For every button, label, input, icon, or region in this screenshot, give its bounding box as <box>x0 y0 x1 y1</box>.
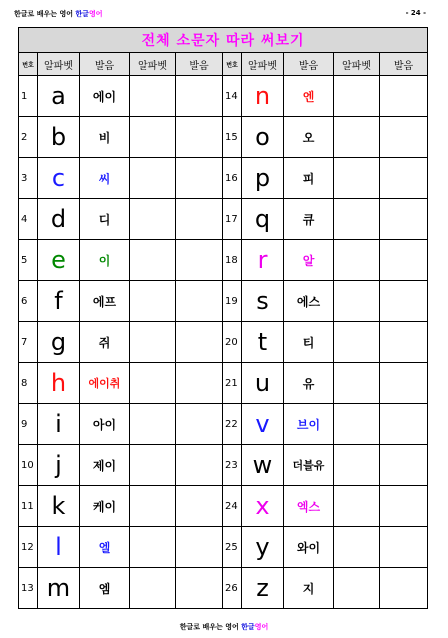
alphabet-letter: x <box>242 486 284 527</box>
alphabet-practice-cell[interactable] <box>130 404 176 445</box>
pronunciation: 이 <box>80 240 130 281</box>
row-number: 8 <box>19 363 38 404</box>
pronunciation: 케이 <box>80 486 130 527</box>
pronunciation: 아이 <box>80 404 130 445</box>
pronunciation-practice-cell[interactable] <box>176 199 223 240</box>
pronunciation: 오 <box>284 117 334 158</box>
alphabet-letter: y <box>242 527 284 568</box>
alphabet-letter: z <box>242 568 284 609</box>
table-row <box>19 404 428 445</box>
pronunciation-practice-cell[interactable] <box>380 486 428 527</box>
pronunciation: 알 <box>284 240 334 281</box>
alphabet-practice-cell[interactable] <box>334 281 380 322</box>
header-brand-a: 한글 <box>75 10 89 18</box>
pronunciation: 디 <box>80 199 130 240</box>
alphabet-practice-cell[interactable] <box>334 568 380 609</box>
pronunciation: 엠 <box>80 568 130 609</box>
row-number: 13 <box>19 568 38 609</box>
footer-text: 한글로 배우는 영어 <box>179 623 239 631</box>
header-text: 한글로 배우는 영어 <box>14 10 73 18</box>
pronunciation: 에이 <box>80 76 130 117</box>
table-row <box>19 199 428 240</box>
alphabet-letter: s <box>242 281 284 322</box>
col-header-number: 번호 <box>19 53 38 76</box>
row-number: 18 <box>223 240 242 281</box>
col-header-number: 번호 <box>223 53 242 76</box>
row-number: 19 <box>223 281 242 322</box>
row-number: 22 <box>223 404 242 445</box>
alphabet-letter: t <box>242 322 284 363</box>
pronunciation-practice-cell[interactable] <box>380 281 428 322</box>
pronunciation-practice-cell[interactable] <box>380 76 428 117</box>
pronunciation: 지 <box>284 568 334 609</box>
alphabet-practice-cell[interactable] <box>130 158 176 199</box>
header-brand-b: 영어 <box>88 10 103 18</box>
pronunciation: 쥐 <box>80 322 130 363</box>
pronunciation: 브이 <box>284 404 334 445</box>
pronunciation-practice-cell[interactable] <box>176 76 223 117</box>
row-number: 4 <box>19 199 38 240</box>
pronunciation: 에프 <box>80 281 130 322</box>
pronunciation: 제이 <box>80 445 130 486</box>
col-header-pronunciation: 발음 <box>284 53 334 76</box>
table-row <box>19 158 428 199</box>
pronunciation-practice-cell[interactable] <box>176 527 223 568</box>
pronunciation-practice-cell[interactable] <box>176 568 223 609</box>
row-number: 1 <box>19 76 38 117</box>
alphabet-practice-cell[interactable] <box>334 527 380 568</box>
pronunciation-practice-cell[interactable] <box>380 117 428 158</box>
worksheet-title: 전체 소문자 따라 써보기 <box>19 28 428 53</box>
row-number: 17 <box>223 199 242 240</box>
alphabet-practice-cell[interactable] <box>334 199 380 240</box>
table-row <box>19 281 428 322</box>
pronunciation-practice-cell[interactable] <box>380 199 428 240</box>
col-header-pronunciation-practice: 발음 <box>380 53 428 76</box>
row-number: 5 <box>19 240 38 281</box>
row-number: 20 <box>223 322 242 363</box>
pronunciation-practice-cell[interactable] <box>176 363 223 404</box>
alphabet-practice-cell[interactable] <box>130 486 176 527</box>
col-header-alphabet: 알파벳 <box>242 53 284 76</box>
alphabet-letter: r <box>242 240 284 281</box>
alphabet-practice-cell[interactable] <box>130 527 176 568</box>
row-number: 7 <box>19 322 38 363</box>
pronunciation-practice-cell[interactable] <box>176 486 223 527</box>
row-number: 3 <box>19 158 38 199</box>
pronunciation-practice-cell[interactable] <box>380 404 428 445</box>
alphabet-practice-cell[interactable] <box>334 486 380 527</box>
pronunciation-practice-cell[interactable] <box>380 445 428 486</box>
alphabet-practice-cell[interactable] <box>130 240 176 281</box>
alphabet-practice-cell[interactable] <box>334 363 380 404</box>
row-number: 9 <box>19 404 38 445</box>
alphabet-letter: v <box>242 404 284 445</box>
pronunciation-practice-cell[interactable] <box>380 240 428 281</box>
pronunciation: 큐 <box>284 199 334 240</box>
alphabet-letter: a <box>38 76 80 117</box>
alphabet-practice-cell[interactable] <box>334 445 380 486</box>
alphabet-practice-cell[interactable] <box>334 404 380 445</box>
alphabet-practice-cell[interactable] <box>334 117 380 158</box>
alphabet-letter: q <box>242 199 284 240</box>
row-number: 24 <box>223 486 242 527</box>
worksheet-table <box>18 27 428 609</box>
alphabet-letter: o <box>242 117 284 158</box>
row-number: 15 <box>223 117 242 158</box>
pronunciation: 비 <box>80 117 130 158</box>
alphabet-practice-cell[interactable] <box>334 76 380 117</box>
alphabet-practice-cell[interactable] <box>130 568 176 609</box>
alphabet-practice-cell[interactable] <box>130 117 176 158</box>
header-left <box>14 9 102 19</box>
pronunciation: 씨 <box>80 158 130 199</box>
alphabet-letter: e <box>38 240 80 281</box>
alphabet-letter: h <box>38 363 80 404</box>
col-header-pronunciation: 발음 <box>80 53 130 76</box>
pronunciation-practice-cell[interactable] <box>176 445 223 486</box>
pronunciation-practice-cell[interactable] <box>176 158 223 199</box>
table-row <box>19 445 428 486</box>
alphabet-letter: k <box>38 486 80 527</box>
alphabet-letter: b <box>38 117 80 158</box>
pronunciation: 더블유 <box>284 445 334 486</box>
pronunciation-practice-cell[interactable] <box>176 240 223 281</box>
alphabet-letter: f <box>38 281 80 322</box>
alphabet-practice-cell[interactable] <box>130 322 176 363</box>
alphabet-letter: d <box>38 199 80 240</box>
row-number: 25 <box>223 527 242 568</box>
pronunciation: 피 <box>284 158 334 199</box>
alphabet-practice-cell[interactable] <box>334 322 380 363</box>
pronunciation: 엘 <box>80 527 130 568</box>
footer-brand-b: 영어 <box>254 623 269 631</box>
table-row <box>19 76 428 117</box>
row-number: 26 <box>223 568 242 609</box>
pronunciation-practice-cell[interactable] <box>380 363 428 404</box>
alphabet-practice-cell[interactable] <box>130 199 176 240</box>
pronunciation-practice-cell[interactable] <box>176 404 223 445</box>
table-row <box>19 117 428 158</box>
alphabet-letter: l <box>38 527 80 568</box>
col-header-alphabet-practice: 알파벳 <box>130 53 176 76</box>
pronunciation-practice-cell[interactable] <box>176 322 223 363</box>
pronunciation-practice-cell[interactable] <box>176 281 223 322</box>
pronunciation-practice-cell[interactable] <box>380 322 428 363</box>
row-number: 10 <box>19 445 38 486</box>
alphabet-practice-cell[interactable] <box>334 240 380 281</box>
row-number: 21 <box>223 363 242 404</box>
pronunciation: 유 <box>284 363 334 404</box>
alphabet-practice-cell[interactable] <box>130 363 176 404</box>
alphabet-letter: u <box>242 363 284 404</box>
pronunciation-practice-cell[interactable] <box>176 117 223 158</box>
alphabet-letter: i <box>38 404 80 445</box>
alphabet-practice-cell[interactable] <box>130 76 176 117</box>
row-number: 11 <box>19 486 38 527</box>
alphabet-practice-cell[interactable] <box>334 158 380 199</box>
alphabet-letter: c <box>38 158 80 199</box>
pronunciation: 엑스 <box>284 486 334 527</box>
pronunciation: 에이취 <box>80 363 130 404</box>
alphabet-practice-cell[interactable] <box>130 281 176 322</box>
row-number: 14 <box>223 76 242 117</box>
alphabet-letter: j <box>38 445 80 486</box>
alphabet-letter: w <box>242 445 284 486</box>
table-row <box>19 363 428 404</box>
page-number: - 24 - <box>405 9 426 17</box>
col-header-alphabet-practice: 알파벳 <box>334 53 380 76</box>
row-number: 12 <box>19 527 38 568</box>
footer <box>0 622 448 632</box>
table-row <box>19 568 428 609</box>
alphabet-letter: p <box>242 158 284 199</box>
pronunciation-practice-cell[interactable] <box>380 158 428 199</box>
table-row <box>19 322 428 363</box>
row-number: 6 <box>19 281 38 322</box>
footer-brand-a: 한글 <box>241 623 255 631</box>
pronunciation-practice-cell[interactable] <box>380 568 428 609</box>
row-number: 23 <box>223 445 242 486</box>
pronunciation: 에스 <box>284 281 334 322</box>
alphabet-letter: m <box>38 568 80 609</box>
table-row <box>19 486 428 527</box>
alphabet-letter: n <box>242 76 284 117</box>
alphabet-letter: g <box>38 322 80 363</box>
table-row <box>19 527 428 568</box>
pronunciation: 와이 <box>284 527 334 568</box>
col-header-pronunciation-practice: 발음 <box>176 53 223 76</box>
alphabet-practice-cell[interactable] <box>130 445 176 486</box>
col-header-alphabet: 알파벳 <box>38 53 80 76</box>
table-row <box>19 240 428 281</box>
pronunciation: 티 <box>284 322 334 363</box>
row-number: 2 <box>19 117 38 158</box>
pronunciation: 엔 <box>284 76 334 117</box>
row-number: 16 <box>223 158 242 199</box>
pronunciation-practice-cell[interactable] <box>380 527 428 568</box>
